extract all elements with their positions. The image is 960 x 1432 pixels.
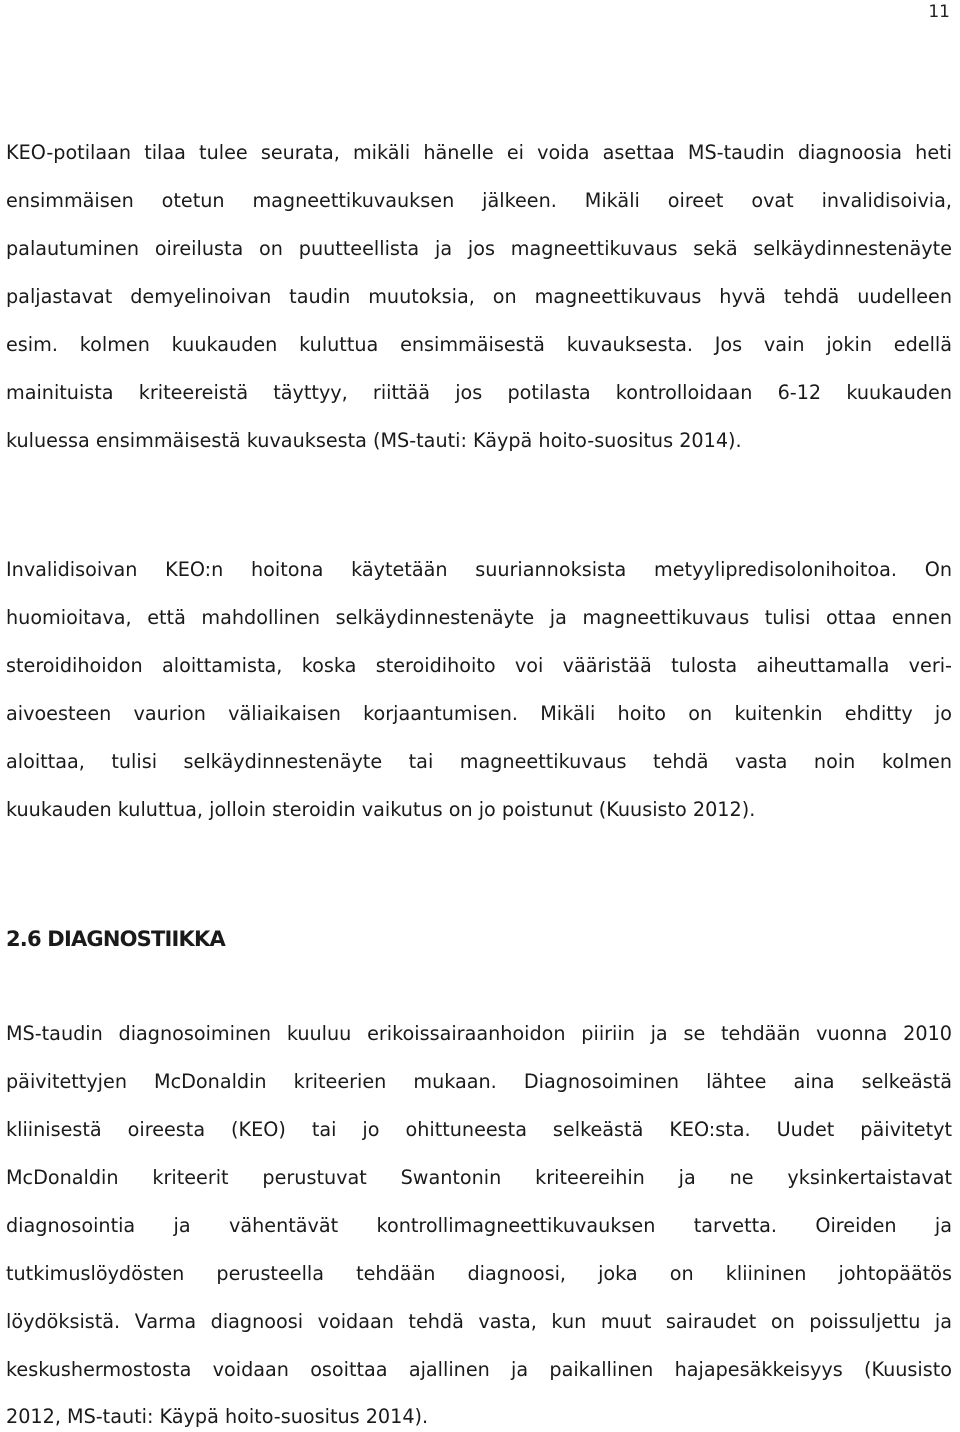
text-line: palautuminen oireilusta on puutteellista ja jos magneettikuvaus sekä selkäydinnestenäyte	[6, 237, 952, 260]
text-line: MS-taudin diagnosoiminen kuuluu erikoissairaanhoidon piiriin ja se tehdään vuonna 2010	[6, 1022, 952, 1045]
text-line: McDonaldin kriteerit perustuvat Swantonin kriteereihin ja ne yksinkertaistavat	[6, 1166, 952, 1189]
text-line: aloittaa, tulisi selkäydinnestenäyte tai magneettikuvaus tehdä vasta noin kolmen	[6, 750, 952, 773]
section-heading: 2.6 DIAGNOSTIIKKA	[6, 927, 225, 951]
text-line: KEO-potilaan tilaa tulee seurata, mikäli hänelle ei voida asettaa MS-taudin diagnoosia heti	[6, 141, 952, 164]
text-line: löydöksistä. Varma diagnoosi voidaan tehdä vasta, kun muut sairaudet on poissuljettu ja	[6, 1310, 952, 1333]
text-line: tutkimuslöydösten perusteella tehdään diagnoosi, joka on kliininen johtopäätös	[6, 1262, 952, 1285]
text-line: esim. kolmen kuukauden kuluttua ensimmäisestä kuvauksesta. Jos vain jokin edellä	[6, 333, 952, 356]
text-line: 2012, MS-tauti: Käypä hoito-suositus 2014).	[6, 1405, 429, 1428]
text-line: kuukauden kuluttua, jolloin steroidin vaikutus on jo poistunut (Kuusisto 2012).	[6, 798, 756, 821]
text-line: steroidihoidon aloittamista, koska steroidihoito voi vääristää tulosta aiheuttamalla veri-	[6, 654, 952, 677]
text-line: keskushermostosta voidaan osoittaa ajallinen ja paikallinen hajapesäkkeisyys (Kuusisto	[6, 1358, 952, 1381]
text-line: ensimmäisen otetun magneettikuvauksen jälkeen. Mikäli oireet ovat invalidisoivia,	[6, 189, 952, 212]
text-line: diagnosointia ja vähentävät kontrollimagneettikuvauksen tarvetta. Oireiden ja	[6, 1214, 952, 1237]
text-line: kliinisestä oireesta (KEO) tai jo ohittuneesta selkeästä KEO:sta. Uudet päivitetyt	[6, 1118, 952, 1141]
text-line: paljastavat demyelinoivan taudin muutoksia, on magneettikuvaus hyvä tehdä uudelleen	[6, 285, 952, 308]
text-line: huomioitava, että mahdollinen selkäydinnestenäyte ja magneettikuvaus tulisi ottaa ennen	[6, 606, 952, 629]
text-line: kuluessa ensimmäisestä kuvauksesta (MS-tauti: Käypä hoito-suositus 2014).	[6, 429, 742, 452]
text-line: mainituista kriteereistä täyttyy, riittää jos potilasta kontrolloidaan 6-12 kuukauden	[6, 381, 952, 404]
page-number: 11	[928, 2, 950, 22]
text-line: päivitettyjen McDonaldin kriteerien mukaan. Diagnosoiminen lähtee aina selkeästä	[6, 1070, 952, 1093]
text-line: Invalidisoivan KEO:n hoitona käytetään suuriannoksista metyylipredisolonihoitoa. On	[6, 558, 952, 581]
text-line: aivoesteen vaurion väliaikaisen korjaantumisen. Mikäli hoito on kuitenkin ehditty jo	[6, 702, 952, 725]
